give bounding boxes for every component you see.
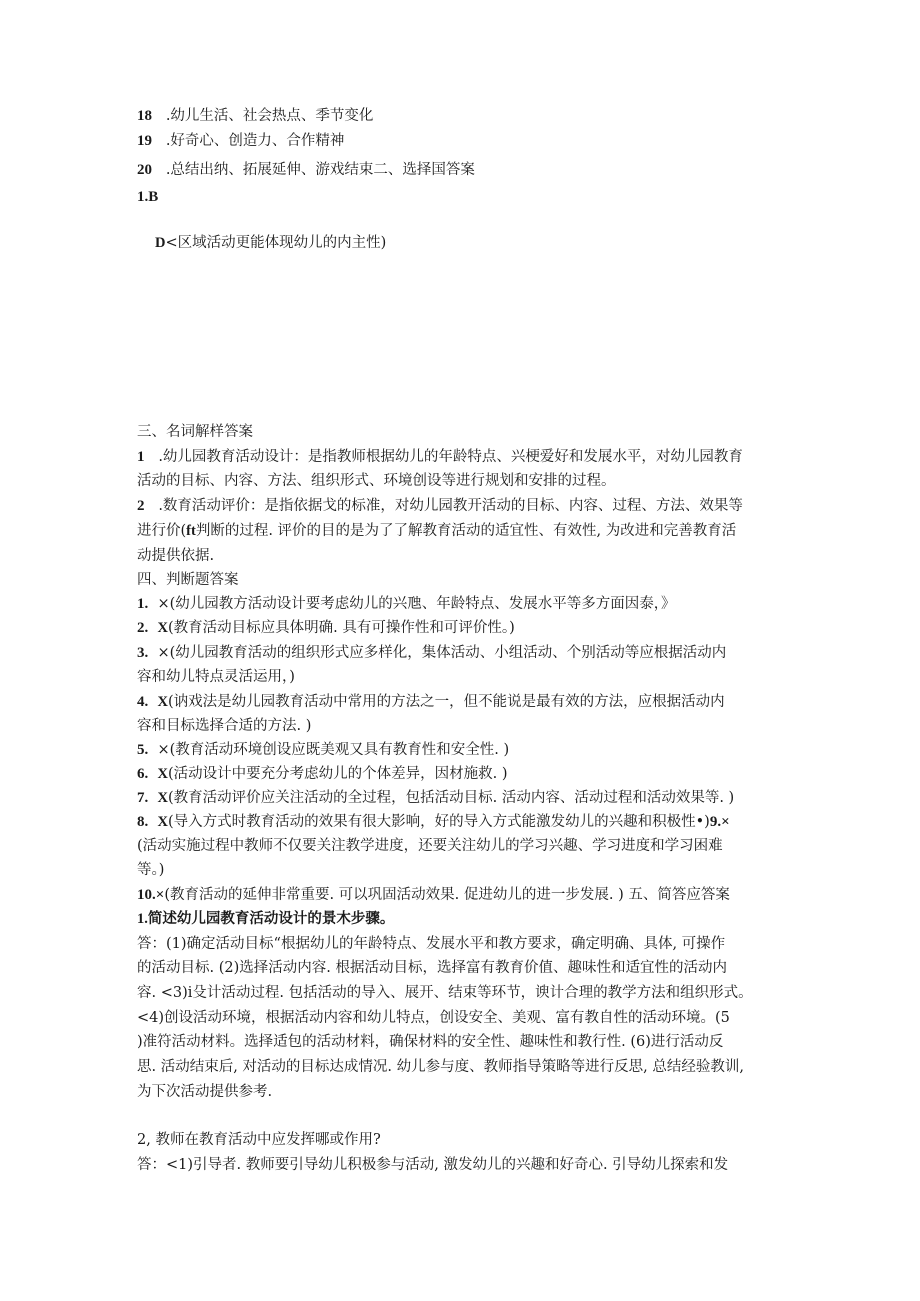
short-answer-1-line-2: 的活动目标. (2)选择活动内容. 根据活动目标，选择富有教育价值、趣味性和适宜性的活动内 [137,960,727,976]
term-2-line-1 [137,496,743,516]
short-answer-1-line-6: 思. 活动结束后, 对活动的目标达成情况. 幼儿参与度、教师指导策略等进行反思, 总结经验教训, [137,1059,744,1075]
answer-line-1b [137,187,158,207]
item-number: 1.B [137,189,159,205]
judge-3-line-2: 容和幼儿特点灵活运用，) [137,669,295,685]
item-text: (讷戏法是幼儿园教育活动中常用的方法之一，但不能说是最有效的方法，应根据活动内 [167,694,725,710]
judge-6 [137,764,507,784]
term-2-line-2 [137,521,736,541]
short-answer-1-line-5: )准符活动材料。选择适包的活动材料，确保材料的安全性、趣味性和教行性. (6)进行活动反 [137,1034,724,1050]
item-number: 5. [137,742,149,758]
judge-8 [137,812,730,832]
item-text: .总结出纳、拓展延伸、游戏结束二、选择国答案 [165,162,475,178]
judge-2 [137,618,515,638]
answer-line-18 [137,106,373,126]
item-text: (活动设计中要充分考虑幼儿的个体差异，因材施救. ) [167,766,508,782]
short-answer-1-line-7: 为下次活动提供参考. [137,1084,273,1100]
item-text: .好奇心、创造力、合作精神 [165,133,345,149]
short-answer-1-line-1: 答：(1)确定活动目标“根据幼儿的年龄特点、发展水平和教方要求，确定明确、具体, 可操作 [137,936,726,952]
short-answer-1-line-4: <4)创设活动环境，根据活动内容和幼儿特点，创设安全、美观、富有教自性的活动环境。(5 [137,1010,730,1026]
item-number: 2 [137,498,145,514]
item-text: ×(教育活动环境创设应既美观又具有教育性和安全性. ) [157,742,510,758]
item-text: 判断的过程. 评价的目的是为了了解教育活动的适宜性、有效性, 为改进和完善教育活 [195,523,737,539]
item-text: 进行价( [137,523,187,539]
short-answer-2-title: 2, 教师在教育活动中应发挥哪或作用? [137,1132,381,1148]
judge-3-line-1 [137,643,726,663]
short-answer-2-line-1: 答：<1)引导者. 教师要引导幼儿积极参与活动, 激发幼儿的兴趣和好奇心. 引导幼儿探索和发 [137,1157,729,1173]
item-number: 3. [137,645,149,661]
wrong-mark: X [157,766,168,782]
answer-line-19 [137,131,344,151]
item-number: 18 [137,108,152,124]
option-letter: D [155,235,166,251]
term-2-line-3: 动提供依据. [137,548,215,564]
item-number: 8. [137,814,149,830]
item-number: 19 [137,133,152,149]
judge-1 [137,594,676,614]
section-title-3: 三、名词解样答案 [137,424,253,440]
item-number: 6. [137,766,149,782]
item-text: ×(幼儿园教育活动的组织形式应多样化，集体活动、小组活动、个别活动等应根据活动内 [157,645,727,661]
judge-9-line-2: (活动实施过程中教师不仅要关注教学进度，还要关注幼儿的学习兴趣、学习进度和学习困难 [137,838,723,854]
item-text: (教育活动的延伸非常重要. 可以巩固活动效果. 促进幼儿的进一步发展. ) 五、简答应答案 [164,887,730,903]
judge-4-line-2: 容和目标选择合适的方法. ) [137,718,312,734]
item-text: .数育活动评价：是指依据戈的标准，对幼儿园教开活动的目标、内容、过程、方法、效果等 [158,498,743,514]
item-number: 4. [137,694,149,710]
answer-line-d [155,233,386,253]
wrong-mark: X [157,790,168,806]
item-number: 1 [137,449,145,465]
wrong-mark: X [157,694,168,710]
judge-4-line-1 [137,692,725,712]
item-text: (导入方式时教育活动的效果有很大影响，好的导入方式能激发幼儿的兴趣和积极性•) [167,814,710,830]
judge-5 [137,740,509,760]
item-text: (教育活动目标应具体明确. 具有可操作性和可评价性。) [167,620,515,636]
item-number: 7. [137,790,149,806]
term-1-line-2: 活动的目标、内容、方法、组织形式、环境创设等进行规划和安排的过程。 [137,473,616,489]
short-answer-1-title: 1.简述幼儿园教育活动设计的景木步骤。 [137,911,395,927]
item-text: ×(幼儿园教方活动设计要考虑幼儿的兴虺、年龄特点、发展水平等多方面因泰，》 [157,596,676,612]
wrong-mark: X [157,814,168,830]
ocr-fragment: ft [186,523,196,539]
item-number: 1. [137,596,149,612]
item-number: 9.× [709,814,730,830]
section-title-4: 四、判断题答案 [137,572,239,588]
item-number: 20 [137,162,152,178]
judge-7 [137,788,734,808]
item-text: <区域活动更能体现幼儿的内主性) [165,235,387,251]
item-number: 2. [137,620,149,636]
judge-10 [137,885,730,905]
judge-9-line-3: 等。) [137,862,165,878]
short-answer-1-line-3: 容. <3)i殳计活动过程. 包括活动的导入、展开、结束等环节，谀计合理的教学方法和组织形式。 [137,985,753,1001]
wrong-mark: X [157,620,168,636]
item-number: 10.× [137,887,165,903]
item-text: .幼儿生活、社会热点、季节变化 [165,108,374,124]
term-1-line-1 [137,447,743,467]
item-text: (教育活动评价应关注活动的全过程，包括活动目标. 活动内容、活动过程和活动效果等. ) [167,790,735,806]
answer-line-20 [137,160,475,180]
item-text: .幼儿园教育活动设计：是指教师根据幼儿的年龄特点、兴梗爱好和发展水平，对幼儿园教育 [158,449,743,465]
